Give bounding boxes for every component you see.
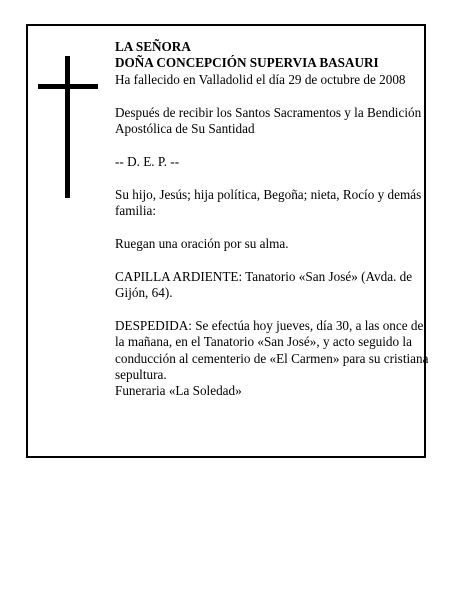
sacraments-paragraph: Después de recibir los Santos Sacramentos y la Bendición Apostólica de Su Santidad [115, 104, 422, 137]
cross-vertical-bar [65, 56, 70, 198]
farewell-paragraph: DESPEDIDA: Se efectúa hoy jueves, día 30, a las once de la mañana, en el Tanatorio «San José», y acto seguido la conducción al cementerio de «El Carmen» para su cristiana sepultura. [115, 317, 429, 383]
family-paragraph: Su hijo, Jesús; hija política, Begoña; nieta, Rocío y demás familia: [115, 186, 422, 219]
cross-horizontal-bar [38, 84, 98, 89]
death-line: Ha fallecido en Valladolid el día 29 de octubre de 2008 [115, 71, 406, 87]
obituary-notice [26, 24, 429, 458]
prayer-line: Ruegan una oración por su alma. [115, 235, 289, 251]
deceased-name: DOÑA CONCEPCIÓN SUPERVIA BASAURI [115, 55, 379, 71]
notice-title: LA SEÑORA [115, 39, 191, 54]
rip-line: -- D. E. P. -- [115, 153, 180, 169]
notice-text [115, 39, 435, 400]
chapel-paragraph: CAPILLA ARDIENTE: Tanatorio «San José» (Avda. de Gijón, 64). [115, 268, 413, 301]
funeral-home-line: Funeraria «La Soledad» [115, 383, 242, 399]
